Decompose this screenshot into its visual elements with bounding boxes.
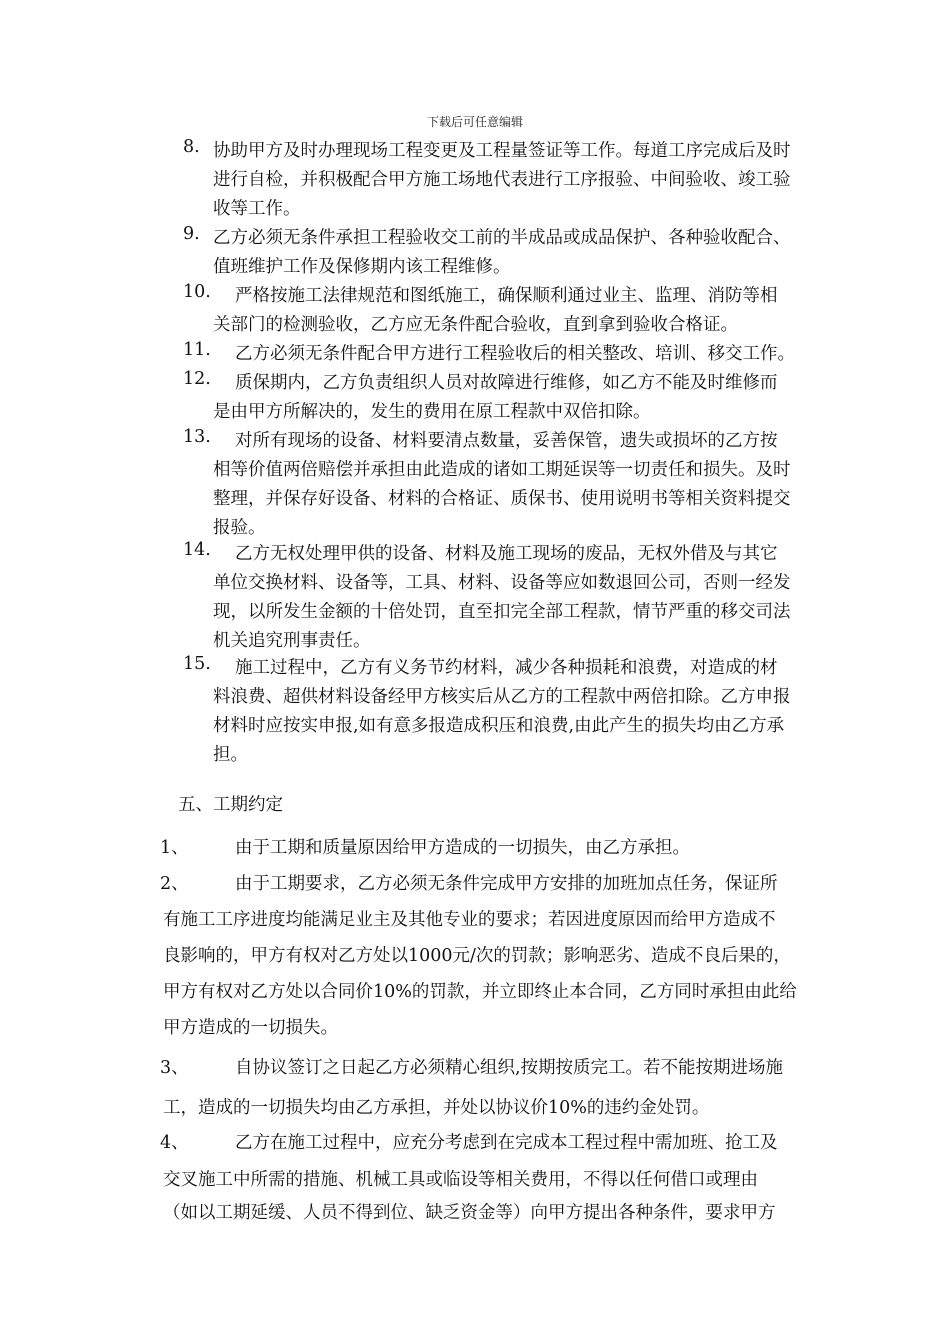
item-text-line: 机关追究刑事责任。 [213,631,371,651]
item-text-line: 料浪费、超供材料设备经甲方核实后从乙方的工程款中两倍扣除。乙方申报 [213,687,791,707]
item-text-line: 工，造成的一切损失均由乙方承担，并处以协议价10%的违约金处罚。 [163,1098,710,1118]
item-text-line: 自协议签订之日起乙方必须精心组织,按期按质完工。若不能按期进场施 [235,1058,784,1078]
item-text-line: 甲方有权对乙方处以合同价10%的罚款，并立即终止本合同，乙方同时承担由此给 [163,982,797,1002]
item-text-line: 进行自检，并积极配合甲方施工场地代表进行工序报验、中间验收、竣工验 [213,170,791,190]
item-number: 14. [183,540,211,560]
item-text-line: 交叉施工中所需的措施、机械工具或临设等相关费用，不得以任何借口或理由 [163,1170,758,1190]
item-text-line: 乙方必须无条件承担工程验收交工前的半成品或成品保护、各种验收配合、 [213,228,791,248]
item-number: 4、 [160,1133,189,1153]
item-text-line: 严格按施工法律规范和图纸施工，确保顺利通过业主、监理、消防等相 [235,286,778,306]
item-number: 10. [183,282,211,302]
item-text-line: 相等价值两倍赔偿并承担由此造成的诸如工期延误等一切责任和损失。及时 [213,460,791,480]
item-text-line: 整理，并保存好设备、材料的合格证、质保书、使用说明书等相关资料提交 [213,489,791,509]
item-number: 3、 [160,1058,189,1078]
item-number: 12. [183,369,211,389]
item-number: 9. [183,224,200,244]
item-text-line: 乙方必须无条件配合甲方进行工程验收后的相关整改、培训、移交工作。 [235,344,795,364]
item-text-line: 现，以所发生金额的十倍处罚，直至扣完全部工程款，情节严重的移交司法 [213,602,791,622]
item-number: 11. [183,340,211,360]
header-note: 下载后可任意编辑 [426,115,523,129]
item-text-line: 关部门的检测验收，乙方应无条件配合验收，直到拿到验收合格证。 [213,315,738,335]
item-text-line: 质保期内，乙方负责组织人员对故障进行维修，如乙方不能及时维修而 [235,373,778,393]
item-text-line: 报验。 [213,518,266,538]
item-number: 15. [183,654,211,674]
item-text-line: 有施工工序进度均能满足业主及其他专业的要求；若因进度原因而给甲方造成不 [163,910,776,930]
item-text-line: 协助甲方及时办理现场工程变更及工程量签证等工作。每道工序完成后及时 [213,141,791,161]
section-title: 五、工期约定 [178,795,283,815]
item-text-line: 值班维护工作及保修期内该工程维修。 [213,257,511,277]
item-text-line: 乙方在施工过程中，应充分考虑到在完成本工程过程中需加班、抢工及 [235,1133,778,1153]
item-text-line: 担。 [213,745,248,765]
item-text-line: 是由甲方所解决的，发生的费用在原工程款中双倍扣除。 [213,402,651,422]
item-number: 2、 [160,874,189,894]
item-text-line: 材料时应按实申报,如有意多报造成积压和浪费,由此产生的损失均由乙方承 [213,716,785,736]
item-text-line: 由于工期和质量原因给甲方造成的一切损失，由乙方承担。 [235,838,690,858]
item-text-line: 乙方无权处理甲供的设备、材料及施工现场的废品，无权外借及与其它 [235,544,778,564]
item-text-line: 良影响的，甲方有权对乙方处以1000元/次的罚款；影响恶劣、造成不良后果的， [163,946,791,966]
item-text-line: 施工过程中，乙方有义务节约材料，减少各种损耗和浪费，对造成的材 [235,658,778,678]
item-number: 1、 [160,838,189,858]
item-number: 8. [183,137,200,157]
item-text-line: 收等工作。 [213,199,301,219]
item-text-line: 甲方造成的一切损失。 [163,1018,338,1038]
item-text-line: 对所有现场的设备、材料要清点数量，妥善保管，遗失或损坏的乙方按 [235,431,778,451]
item-text-line: 由于工期要求，乙方必须无条件完成甲方安排的加班加点任务，保证所 [235,874,778,894]
item-number: 13. [183,427,211,447]
item-text-line: （如以工期延缓、人员不得到位、缺乏资金等）向甲方提出各种条件，要求甲方 [163,1203,776,1223]
item-text-line: 单位交换材料、设备等，工具、材料、设备等应如数退回公司，否则一经发 [213,573,791,593]
